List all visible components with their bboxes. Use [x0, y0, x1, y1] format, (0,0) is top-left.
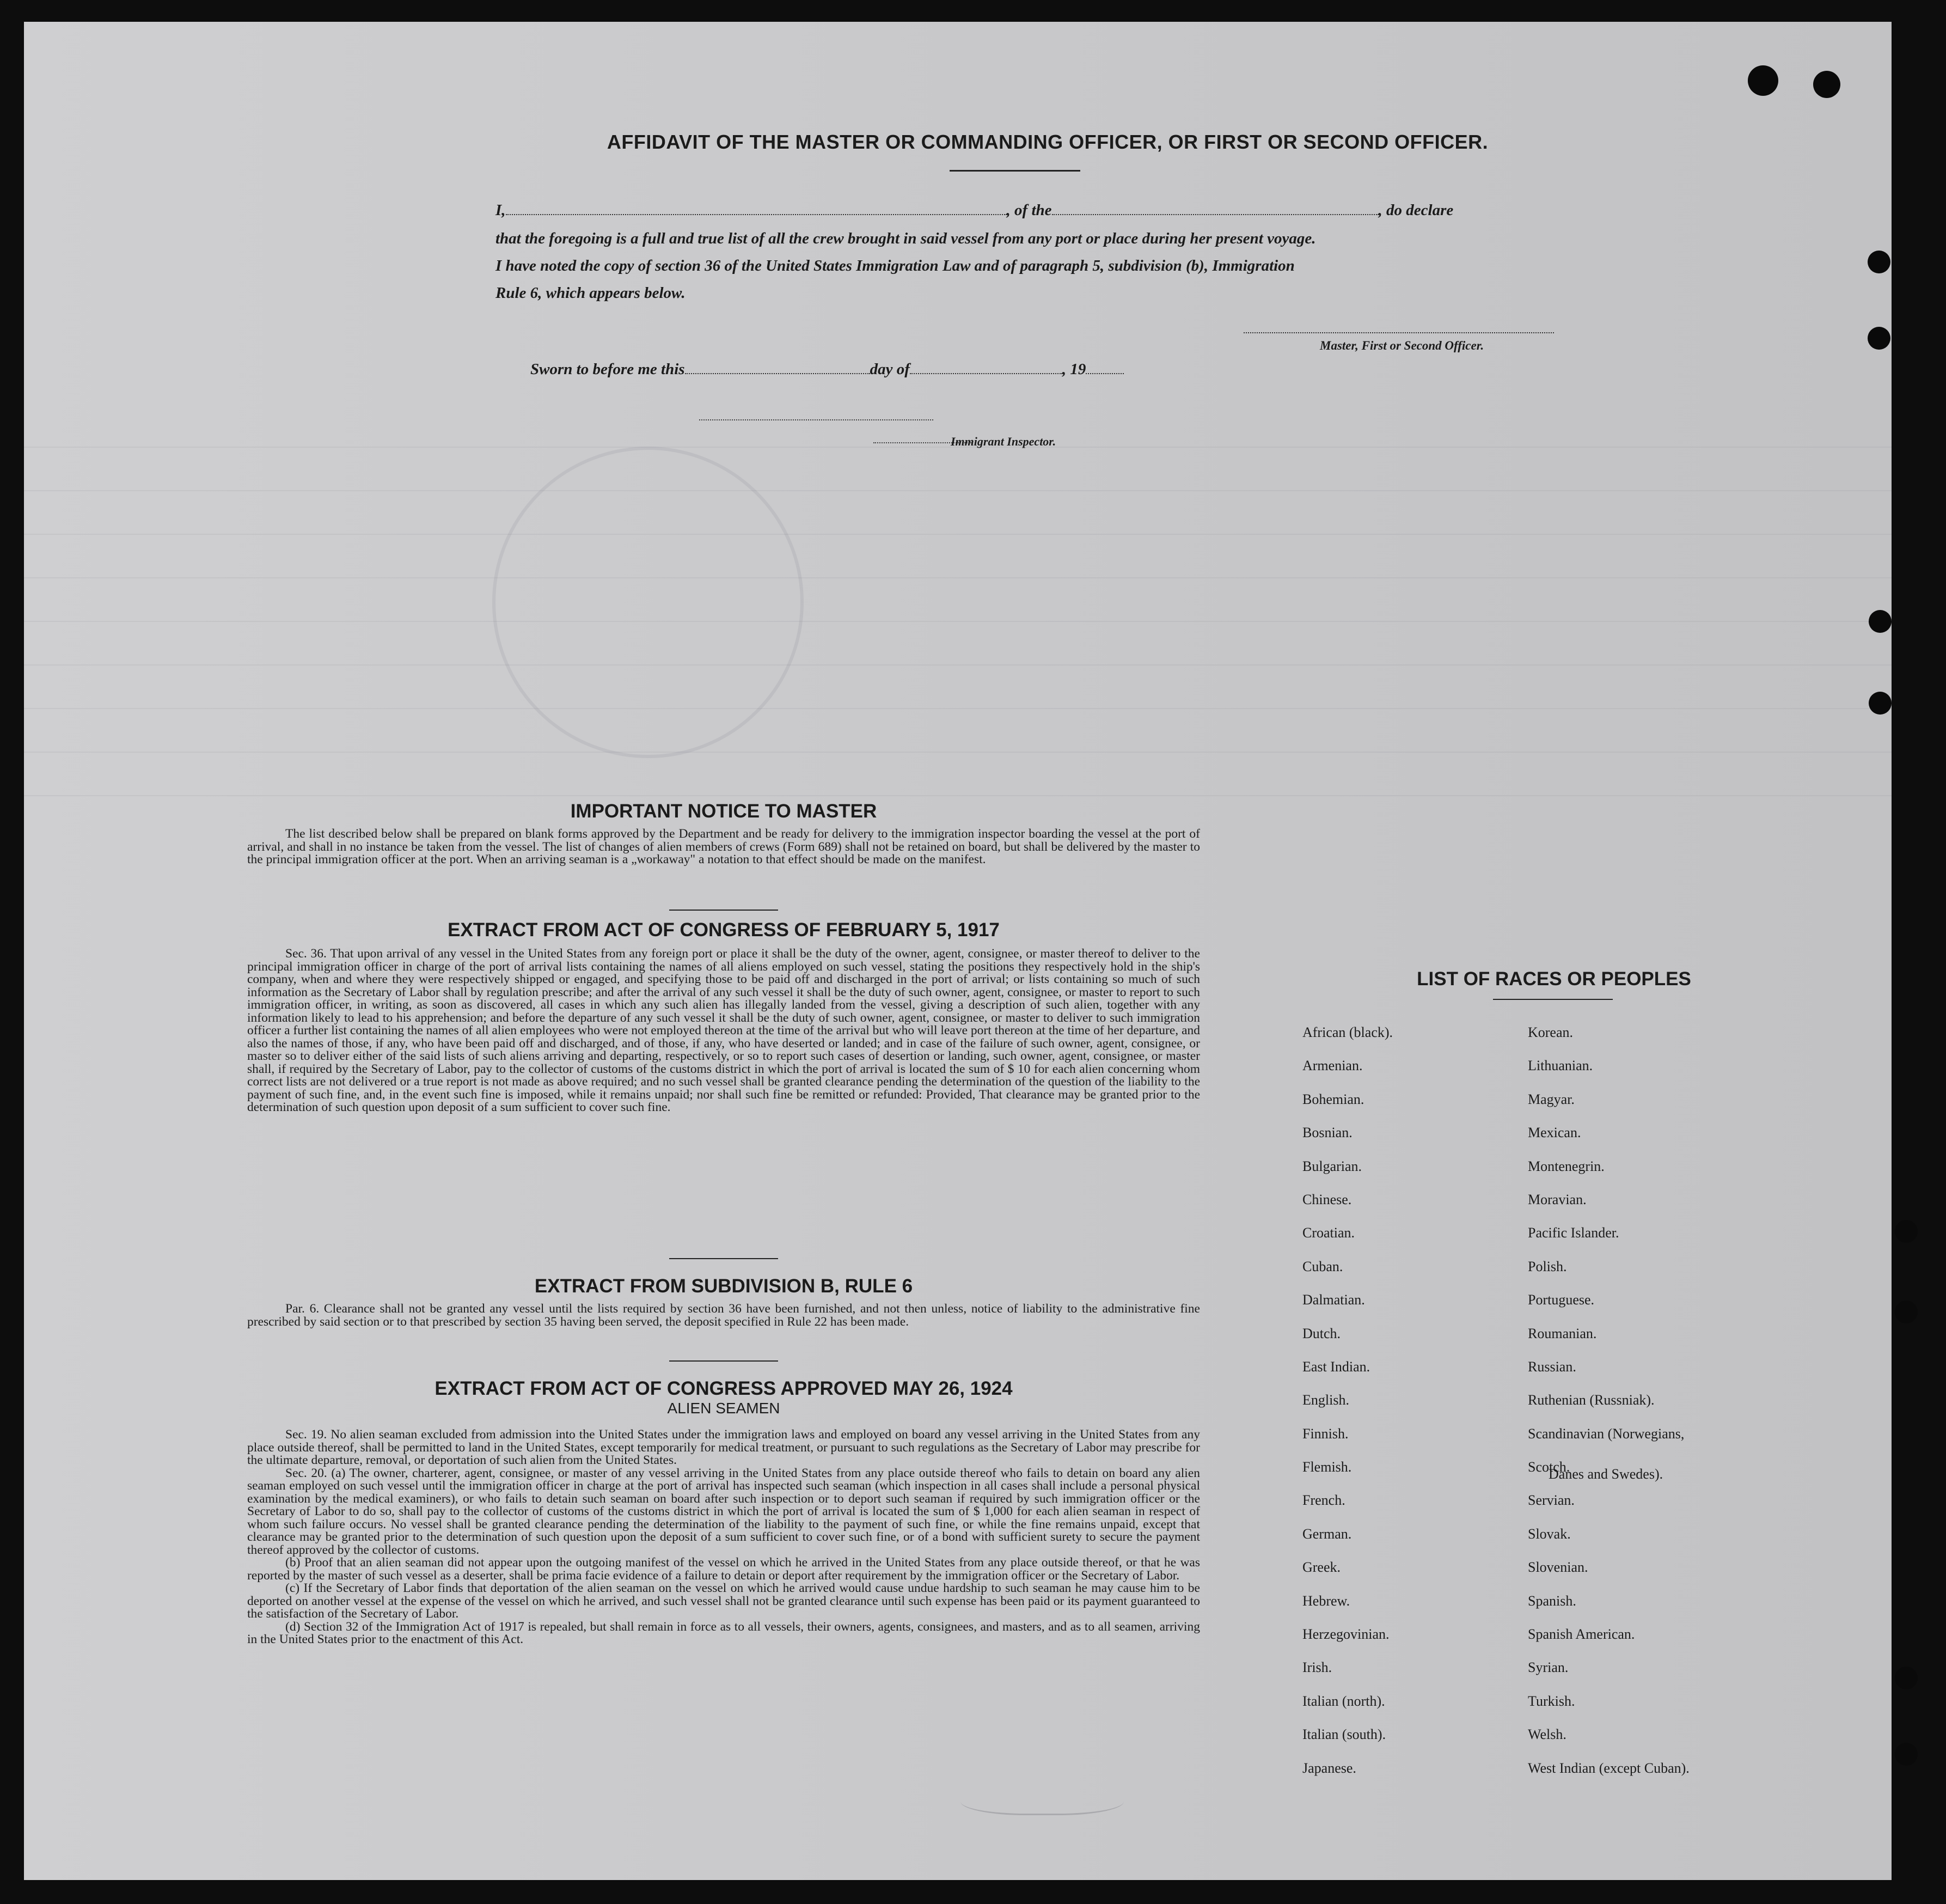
race-item: Slovak.	[1528, 1525, 1571, 1542]
sec-20c-text: (c) If the Secretary of Labor finds that deportation of the alien seaman on the vessel on which he arrived would cause undue hardship to such seaman he may cause him to be deported on another vessel at the expense of the vessel on which he arrived, and such vessel shall not be granted clearance until such expense has been paid or its payment guaranteed to the satisfaction of the Secretary of Labor.	[247, 1581, 1200, 1621]
affidavit-line-3: I have noted the copy of section 36 of the United States Immigration Law and of paragraph 5, subdivision (b), Immigration	[495, 257, 1295, 274]
punch-hole	[1748, 65, 1778, 96]
subdivision-body	[247, 1303, 1200, 1328]
stamp-bleed	[492, 447, 804, 758]
race-item: Greek.	[1302, 1559, 1341, 1576]
text: Sworn to before me this	[530, 361, 685, 378]
race-item: Lithuanian.	[1528, 1058, 1593, 1074]
race-item: Scotch.	[1528, 1459, 1570, 1475]
affidavit-title: AFFIDAVIT OF THE MASTER OR COMMANDING OFFICER, OR FIRST OR SECOND OFFICER.	[607, 131, 1489, 153]
month-blank	[910, 373, 1062, 374]
race-item: Servian.	[1528, 1492, 1575, 1509]
punch-hole	[1813, 71, 1840, 98]
race-item: East Indian.	[1302, 1358, 1370, 1375]
race-item: Roumanian.	[1528, 1325, 1597, 1341]
race-item: Slovenian.	[1528, 1559, 1588, 1576]
race-item: Hebrew.	[1302, 1592, 1350, 1609]
race-item: Finnish.	[1302, 1425, 1349, 1442]
race-item: English.	[1302, 1392, 1349, 1408]
race-item: Moravian.	[1528, 1191, 1587, 1207]
race-item: Flemish.	[1302, 1459, 1352, 1475]
bleed-line	[24, 490, 1892, 491]
race-item: Mexican.	[1528, 1125, 1581, 1141]
subdivision-text: Par. 6. Clearance shall not be granted any vessel until the lists required by section 36 have been furnished, and not then unless, notice of liability to the administrative fine prescribed by said section or to that prescribed by section 35 having been served, the deposit specified in Rule 22 has been made.	[247, 1302, 1200, 1329]
master-label: Master, First or Second Officer.	[1320, 339, 1484, 352]
divider	[1493, 999, 1613, 1000]
race-item: Magyar.	[1528, 1091, 1575, 1107]
punch-hole	[1895, 1301, 1918, 1323]
race-item: Spanish American.	[1528, 1626, 1635, 1643]
text: , 19	[1062, 361, 1086, 378]
race-item: Italian (south).	[1302, 1726, 1386, 1743]
race-item: Portuguese.	[1528, 1292, 1595, 1308]
sec-20a-text: Sec. 20. (a) The owner, charterer, agent, consignee, or master of any vessel arriving in the United States from any place outside thereof who fails to detain on board any alien seaman employed on such vessel until the immigration officer in charge at the port of arrival has inspected such seaman (which inspection in all cases shall include a personal physical examination by the medical examiners), or who fails to detain such seaman on board after such inspection or to deport such seaman if required by such immigration officer or the Secretary of Labor to do so, shall pay to the collector of customs of the customs district in which the port of arrival is located the sum of $ 1,000 for each alien seaman in respect of whom such failure occurs. No vessel shall be granted clearance pending the determination of the liability to the payment of such fine, or while the fine remains unpaid, except that clearance may be granted prior to the determination of such question upon the deposit of a sum sufficient to cover such fine, or of a bond with sufficient surety to secure the payment thereof approved by the collector of customs.	[247, 1466, 1200, 1557]
race-item: Dutch.	[1302, 1325, 1341, 1341]
race-item: Bulgarian.	[1302, 1158, 1362, 1174]
race-item: Scandinavian (Norwegians,	[1528, 1425, 1685, 1442]
inspector-label: Immigrant Inspector.	[951, 435, 1056, 448]
divider	[669, 1360, 778, 1362]
race-item: Chinese.	[1302, 1191, 1352, 1207]
vessel-blank	[1052, 214, 1379, 215]
punch-hole	[1895, 1220, 1918, 1243]
bleed-line	[24, 795, 1892, 796]
extract-1924-subtitle: ALIEN SEAMEN	[667, 1400, 780, 1417]
race-item: Cuban.	[1302, 1258, 1343, 1274]
bleed-line	[24, 534, 1892, 535]
race-item: African (black).	[1302, 1024, 1393, 1040]
text: I,	[495, 202, 506, 219]
races-scandinavian-cont: Danes and Swedes).	[1549, 1466, 1663, 1482]
punch-hole	[1868, 327, 1890, 350]
race-item: Irish.	[1302, 1659, 1332, 1676]
race-item: Bosnian.	[1302, 1125, 1353, 1141]
race-item: Dalmatian.	[1302, 1292, 1365, 1308]
race-item: Polish.	[1528, 1258, 1567, 1274]
punch-hole	[1895, 1667, 1918, 1689]
races-left-column	[1302, 1026, 1393, 1795]
bleed-line	[24, 577, 1892, 578]
races-title: LIST OF RACES OR PEOPLES	[1417, 968, 1691, 990]
signature-scribble	[960, 1781, 1124, 1815]
master-signature-line	[1244, 332, 1554, 333]
extract-1924-body	[247, 1429, 1200, 1646]
day-blank	[685, 373, 870, 374]
race-item: Pacific Islander.	[1528, 1225, 1619, 1241]
notice-body	[247, 828, 1200, 866]
year-blank	[1086, 373, 1124, 374]
notice-title: IMPORTANT NOTICE TO MASTER	[570, 801, 877, 822]
inspector-signature-line	[699, 419, 933, 420]
affidavit-line-4: Rule 6, which appears below.	[495, 284, 686, 302]
title-divider	[950, 170, 1080, 172]
race-item: Montenegrin.	[1528, 1158, 1605, 1174]
race-item: Korean.	[1528, 1024, 1574, 1040]
text: day of	[870, 361, 910, 378]
race-item: Croatian.	[1302, 1225, 1355, 1241]
punch-hole	[1868, 251, 1890, 273]
affidavit-line-1	[495, 202, 1563, 219]
extract-1924-title: EXTRACT FROM ACT OF CONGRESS APPROVED MAY 26, 1924	[435, 1378, 1013, 1399]
race-item: Turkish.	[1528, 1693, 1575, 1709]
race-item: German.	[1302, 1525, 1352, 1542]
races-right-column	[1528, 1026, 1690, 1795]
bleed-line	[24, 664, 1892, 666]
document-page	[24, 22, 1892, 1880]
subdivision-title: EXTRACT FROM SUBDIVISION B, RULE 6	[534, 1276, 913, 1297]
punch-hole	[1869, 610, 1892, 633]
name-blank	[506, 214, 1007, 215]
race-item: Syrian.	[1528, 1659, 1569, 1676]
race-item: Russian.	[1528, 1358, 1576, 1375]
race-item: Spanish.	[1528, 1592, 1576, 1609]
sworn-line	[530, 361, 1124, 379]
text: , of the	[1006, 202, 1052, 219]
extract-1917-body	[247, 948, 1200, 1114]
divider	[669, 910, 778, 911]
race-item: Ruthenian (Russniak).	[1528, 1392, 1655, 1408]
divider	[669, 1258, 778, 1259]
text: , do declare	[1378, 202, 1454, 219]
sec-20b-text: (b) Proof that an alien seaman did not appear upon the outgoing manifest of the vessel on which he arrived in the United States from any place outside thereof, or that he was reported by the master of such vessel as a deserter, shall be prima facie evidence of a failure to detain or deport after requirement by the immigration officer or the Secretary of Labor.	[247, 1555, 1200, 1583]
bleed-line	[24, 708, 1892, 709]
race-item: Welsh.	[1528, 1726, 1566, 1743]
sec-19-text: Sec. 19. No alien seaman excluded from admission into the United States under the immigration laws and employed on board any vessel arriving in the United States from any place outside thereof, shall be permitted to land in the United States, except temporarily for medical treatment, or pursuant to such regulations as the Secretary of Labor may prescribe for the ultimate departure, removal, or deportation of such alien from the United States.	[247, 1427, 1200, 1467]
sec-20d-text: (d) Section 32 of the Immigration Act of 1917 is repealed, but shall remain in force as to all vessels, their owners, agents, consignees, and masters, and as to all seamen, arriving in the United States prior to the enactment of this Act.	[247, 1619, 1200, 1646]
race-item: Japanese.	[1302, 1760, 1356, 1776]
race-item: Italian (north).	[1302, 1693, 1385, 1709]
race-item: French.	[1302, 1492, 1345, 1509]
race-item: Bohemian.	[1302, 1091, 1364, 1107]
bleed-line	[24, 752, 1892, 753]
race-item: Herzegovinian.	[1302, 1626, 1390, 1643]
punch-hole	[1869, 692, 1892, 715]
punch-hole	[1895, 1743, 1918, 1766]
extract-1917-text: Sec. 36. That upon arrival of any vessel in the United States from any foreign port or place it shall be the duty of the owner, agent, consignee, or master thereof to deliver to the principal immigration officer in charge of the port of arrival lists containing the names of all aliens employed on such vessel, stating the positions they respectively hold in the ship's company, when and where they were respectively shipped or engaged, and specifying those to be paid off and discharged in the port of arrival; or lists containing so much of such information as the Secretary of Labor shall by regulation prescribe; and after the arrival of any such vessel it shall be the duty of such owner, agent, consignee, or master to report to such immigration officer, in writing, as soon as discovered, all cases in which any such alien has illegally landed from the vessel, giving a description of such alien, together with any information likely to lead to his apprehension; and before the departure of any such vessel it shall be the duty of such owner, agent, consignee, or master to deliver to such immigration officer a further list containing the names of all alien employees who were not employed thereon at the time of the arrival but who will leave port thereon at the time of her departure, and also the names of those, if any, who have been paid off and discharged, and of those, if any, who have deserted or landed; and in case of the failure of such owner, agent, consignee, or master so to deliver either of the said lists of such aliens arriving and departing, respectively, or so to report such cases of desertion or landing, such owner, agent, consignee, or master shall, if required by the Secretary of Labor, pay to the collector of customs of the customs district in which the port of arrival is located the sum of $ 10 for each alien concerning whom correct lists are not delivered or a true report is not made as above required; and no such vessel shall be granted clearance pending the determination of the question of the liability to the payment of such fine, and, in the event such fine is imposed, while it remains unpaid; nor shall such fine be remitted or refunded: Provided, That clearance may be granted prior to the determination of such question upon deposit of a sum sufficient to cover such fine.	[247, 947, 1200, 1114]
notice-text: The list described below shall be prepared on blank forms approved by the Department and be ready for delivery to the immigration inspector boarding the vessel at the port of arrival, and shall in no instance be taken from the vessel. The list of changes of alien members of crews (Form 689) shall not be retained on board, but shall be delivered by the master to the principal immigration officer at the port. When an arriving seaman is a „workaway" a notation to that effect should be made on the manifest.	[247, 827, 1200, 866]
extract-1917-title: EXTRACT FROM ACT OF CONGRESS OF FEBRUARY 5, 1917	[448, 919, 1000, 941]
affidavit-line-2: that the foregoing is a full and true list of all the crew brought in said vessel from any port or place during her present voyage.	[495, 230, 1316, 247]
race-item: Armenian.	[1302, 1058, 1363, 1074]
race-item: West Indian (except Cuban).	[1528, 1760, 1690, 1776]
bleed-line	[24, 621, 1892, 622]
